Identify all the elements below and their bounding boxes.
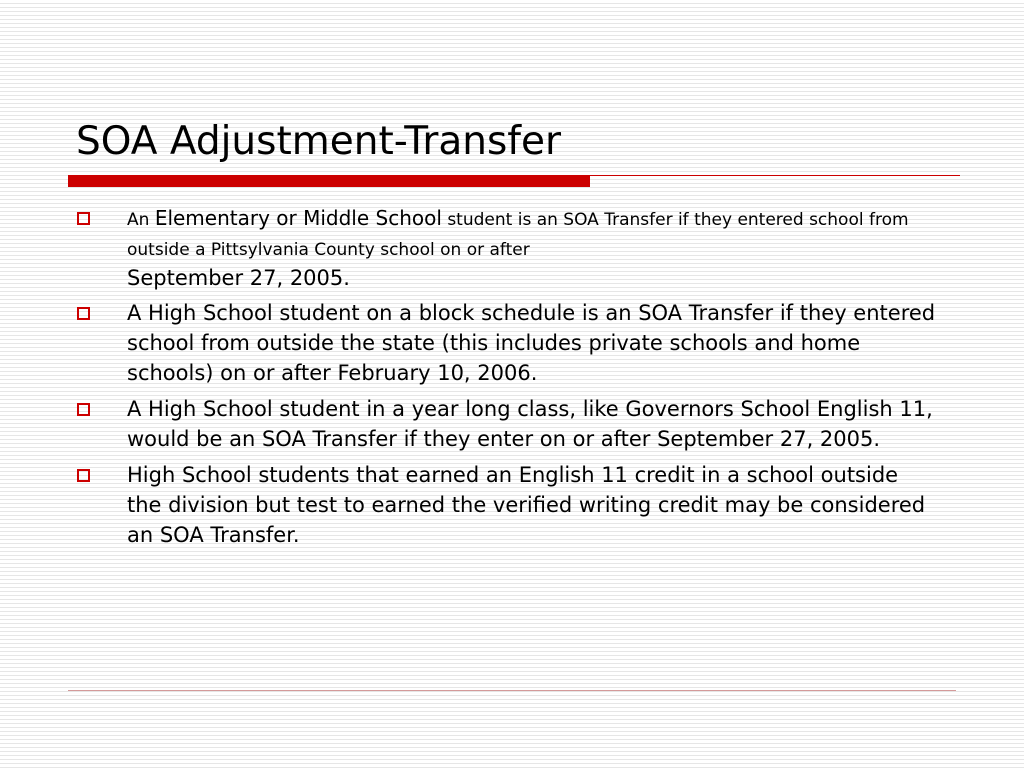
hollow-square-bullet-icon xyxy=(77,212,90,225)
bullet-item-year-long-class xyxy=(76,394,936,454)
bullet-item-block-schedule xyxy=(76,298,936,388)
bullet-1-date: September 27, 2005. xyxy=(127,266,350,290)
title-underline-line xyxy=(590,175,960,176)
footer-divider xyxy=(68,690,956,691)
title-underline-bar xyxy=(68,175,590,187)
bullet-3-text: A High School student in a year long class, like Governors School English 11, would be an SOA Transfer if they enter on or after September 27, 2005. xyxy=(127,397,933,451)
bullet-2-text: A High School student on a block schedule is an SOA Transfer if they entered school from outside the state (this includes private schools and home schools) on or after February 10, 2006. xyxy=(127,301,936,385)
slide-title: SOA Adjustment-Transfer xyxy=(76,119,562,164)
bullet-1-emphasis: Elementary or Middle School xyxy=(154,206,442,230)
bullet-item-english-credit xyxy=(76,460,936,550)
bullet-item-elementary xyxy=(76,204,936,292)
bullet-1-lead: An xyxy=(127,210,155,230)
hollow-square-bullet-icon xyxy=(77,403,90,416)
hollow-square-bullet-icon xyxy=(77,469,90,482)
bullet-1-body: student is an SOA Transfer if they entered school from outside a Pittsylvania County school on or after xyxy=(127,210,909,260)
hollow-square-bullet-icon xyxy=(77,307,90,320)
bullet-list xyxy=(76,204,936,556)
bullet-4-text: High School students that earned an English 11 credit in a school outside the division but test to earned the verified writing credit may be considered an SOA Transfer. xyxy=(127,463,926,547)
